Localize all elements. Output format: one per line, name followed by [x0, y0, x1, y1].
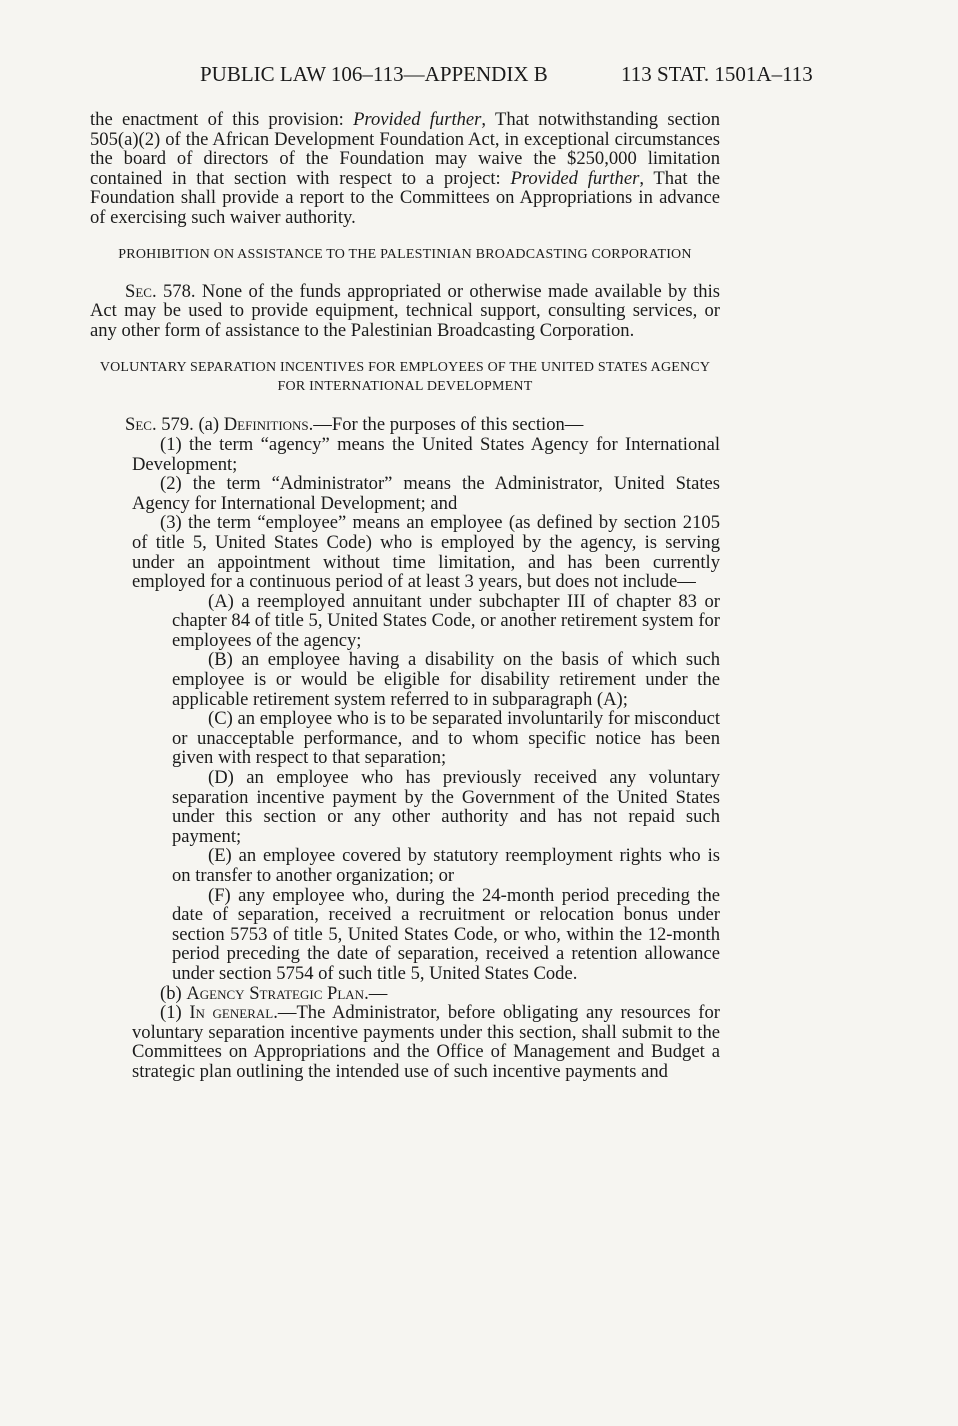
- section-579-definitions-lead: Sec. 579. (a) Definitions.—For the purposes of this section—: [125, 414, 584, 436]
- provided-further-2: Provided further: [510, 167, 640, 189]
- exclusion-c: (C) an employee who is to be separated involuntarily for misconduct or unacceptable performance, and to whom specific notice has been given with respect to that separation;: [172, 708, 720, 769]
- sec-label: Sec: [125, 280, 152, 302]
- definition-1: (1) the term “agency” means the United States Agency for International Development;: [132, 433, 720, 475]
- in-general-title: In general: [189, 1002, 274, 1024]
- definition-2: (2) the term “Administrator” means the Administrator, United States Agency for International Development; and: [132, 473, 720, 514]
- exclusion-e: (E) an employee covered by statutory reemployment rights who is on transfer to another organization; or: [172, 845, 720, 886]
- provided-further-1: Provided further: [353, 109, 482, 130]
- intro-paragraph: the enactment of this provision: Provided further, That notwithstanding section 505(a)(2) of the African Development Foundation Act, in exceptional circumstances the board of directors of the Foundation may waive the $250,000 limitation contained in that section with respect to a project: Provided further, That the Foundation shall provide a report to the Committees on Appropriations in advance of exercising such waiver authority.: [90, 109, 721, 228]
- subsection-b1-paragraph: (1) In general.—The Administrator, before obligating any resources for voluntary separation incentive payments under this section, shall submit to the Committees on Appropriations and the Office of Management and Budget a strategic plan outlining the intended use of such incentive payments and: [132, 1002, 720, 1082]
- section-579-heading: VOLUNTARY SEPARATION INCENTIVES FOR EMPLOYEES OF THE UNITED STATES AGENCY FOR INTERNATIONAL DEVELOPMENT: [99, 360, 711, 395]
- exclusion-b: (B) an employee having a disability on the basis of which such employee is or would be eligible for disability retirement under the applicable retirement system referred to in subparagraph (A);: [172, 649, 720, 710]
- header-stat-citation: 113 STAT. 1501A–113: [621, 62, 813, 86]
- section-578-paragraph: Sec. 578. None of the funds appropriated or otherwise made available by this Act may be used to provide equipment, technical support, consulting services, or any other form of assistance to the Palestinian Broadcasting Corporation.: [90, 280, 720, 341]
- section-578-heading: PROHIBITION ON ASSISTANCE TO THE PALESTINIAN BROADCASTING CORPORATION: [118, 246, 692, 262]
- exclusion-f: (F) any employee who, during the 24-month period preceding the date of separation, received a recruitment or relocation bonus under section 5753 of title 5, United States Code, or who, within the 12-month period preceding the date of separation, received a retention allowance under section 5754 of such title 5, United States Code.: [172, 884, 720, 984]
- header-law-citation: PUBLIC LAW 106–113—APPENDIX B: [200, 62, 548, 86]
- document-body: [90, 110, 720, 1082]
- subsection-b-heading: (b) Agency Strategic Plan.—: [160, 982, 388, 1004]
- exclusion-d: (D) an employee who has previously received any voluntary separation incentive payment by the Government of the United States under this section or any other authority and has not repaid such payment;: [172, 767, 720, 847]
- definitions-title: Definitions: [223, 414, 309, 436]
- agency-strategic-plan-title: Agency Strategic Plan: [186, 982, 365, 1004]
- exclusion-a: (A) a reemployed annuitant under subchapter III of chapter 83 or chapter 84 of title 5, United States Code, or another retirement system for employees of the agency;: [172, 590, 720, 651]
- definition-3: (3) the term “employee” means an employee (as defined by section 2105 of title 5, United States Code) who is employed by the agency, is serving under an appointment without time limitation, and has been currently employed for a continuous period of at least 3 years, but does not include—: [132, 512, 720, 593]
- sec-label: Sec: [125, 414, 152, 436]
